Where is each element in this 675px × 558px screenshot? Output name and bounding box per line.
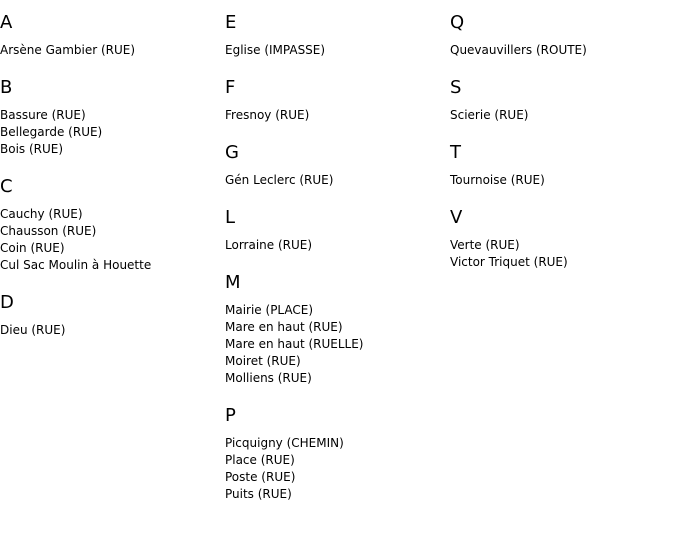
street-link[interactable]: Tournoise (RUE) <box>450 173 545 187</box>
street-link[interactable]: Moiret (RUE) <box>225 354 301 368</box>
street-link[interactable]: Puits (RUE) <box>225 487 292 501</box>
street-link[interactable]: Quevauvillers (ROUTE) <box>450 43 587 57</box>
street-link[interactable]: Eglise (IMPASSE) <box>225 43 326 57</box>
street-link[interactable]: Poste (RUE) <box>225 470 296 484</box>
street-link[interactable]: Chausson (RUE) <box>0 224 97 238</box>
street-list <box>450 42 675 59</box>
street-link[interactable]: Bassure (RUE) <box>0 108 86 122</box>
street-list <box>0 322 225 339</box>
street-list <box>0 107 225 158</box>
street-link[interactable]: Lorraine (RUE) <box>225 238 313 252</box>
letter-section-b <box>0 77 225 158</box>
section-letter: C <box>0 176 13 197</box>
letter-section-d <box>0 292 225 339</box>
street-link[interactable]: Picquigny (CHEMIN) <box>225 436 344 450</box>
street-link[interactable]: Mairie (PLACE) <box>225 303 314 317</box>
letter-section-f <box>225 77 450 124</box>
section-letter: S <box>450 77 462 98</box>
section-letter: F <box>225 77 236 98</box>
letter-section-q <box>450 12 675 59</box>
street-link[interactable]: Bellegarde (RUE) <box>0 125 103 139</box>
street-link[interactable]: Cauchy (RUE) <box>0 207 83 221</box>
street-list <box>450 172 675 189</box>
section-letter: E <box>225 12 237 33</box>
letter-section-a <box>0 12 225 59</box>
street-index-column-1 <box>0 0 225 339</box>
section-letter: A <box>0 12 13 33</box>
street-list <box>225 435 450 503</box>
street-link[interactable]: Cul Sac Moulin à Houette <box>0 258 152 272</box>
street-list <box>0 42 225 59</box>
street-list <box>225 302 450 387</box>
street-list <box>450 237 675 271</box>
street-link[interactable]: Coin (RUE) <box>0 241 65 255</box>
section-letter: M <box>225 272 241 293</box>
street-link[interactable]: Mare en haut (RUELLE) <box>225 337 364 351</box>
street-link[interactable]: Place (RUE) <box>225 453 295 467</box>
street-index-column-2 <box>225 0 450 503</box>
letter-section-p <box>225 405 450 503</box>
street-index-column-3 <box>450 0 675 271</box>
street-link[interactable]: Molliens (RUE) <box>225 371 312 385</box>
letter-section-l <box>225 207 450 254</box>
street-list <box>450 107 675 124</box>
street-link[interactable]: Scierie (RUE) <box>450 108 529 122</box>
street-list <box>225 172 450 189</box>
letter-section-m <box>225 272 450 387</box>
section-letter: Q <box>450 12 465 33</box>
street-link[interactable]: Dieu (RUE) <box>0 323 66 337</box>
street-link[interactable]: Arsène Gambier (RUE) <box>0 43 136 57</box>
section-letter: V <box>450 207 463 228</box>
section-letter: B <box>0 77 13 98</box>
street-list <box>225 42 450 59</box>
street-link[interactable]: Gén Leclerc (RUE) <box>225 173 334 187</box>
street-link[interactable]: Fresnoy (RUE) <box>225 108 310 122</box>
letter-section-c <box>0 176 225 274</box>
letter-section-g <box>225 142 450 189</box>
street-list <box>225 237 450 254</box>
letter-section-s <box>450 77 675 124</box>
street-link[interactable]: Bois (RUE) <box>0 142 64 156</box>
street-list <box>0 206 225 274</box>
letter-section-t <box>450 142 675 189</box>
letter-section-v <box>450 207 675 271</box>
section-letter: T <box>450 142 461 163</box>
section-letter: D <box>0 292 14 313</box>
street-link[interactable]: Victor Triquet (RUE) <box>450 255 568 269</box>
street-link[interactable]: Verte (RUE) <box>450 238 520 252</box>
section-letter: P <box>225 405 236 426</box>
letter-section-e <box>225 12 450 59</box>
street-link[interactable]: Mare en haut (RUE) <box>225 320 343 334</box>
section-letter: L <box>225 207 236 228</box>
street-list <box>225 107 450 124</box>
section-letter: G <box>225 142 239 163</box>
